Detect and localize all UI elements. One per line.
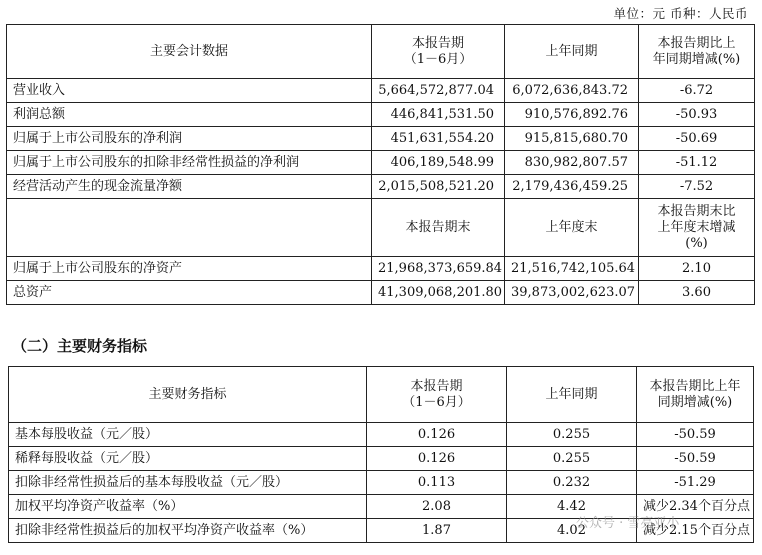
table-row	[7, 103, 755, 127]
table-subheader-row	[7, 199, 755, 257]
row-label: 基本每股收益（元／股）	[9, 423, 367, 447]
watermark: 公众号 · 雪亮亚小	[576, 516, 680, 531]
change-cell: 减少2.34个百分点	[637, 495, 754, 519]
header-line: 本报告期比上	[657, 35, 736, 51]
table-header-row	[9, 367, 754, 423]
header-line: （1－6月）	[402, 394, 471, 410]
value-cell: 2,015,508,521.20	[372, 175, 505, 199]
section-title: （二）主要财务指标	[12, 337, 148, 355]
header-cell: 上年同期	[507, 367, 637, 423]
header-cell: 本报告期末	[372, 199, 505, 257]
row-label: 归属于上市公司股东的扣除非经常性损益的净利润	[7, 151, 372, 175]
change-cell: -51.29	[637, 471, 754, 495]
header-cell	[367, 367, 507, 423]
header-cell: 主要财务指标	[9, 367, 367, 423]
value-cell: 39,873,002,623.07	[505, 281, 639, 305]
header-line: 本报告期末比	[657, 203, 736, 219]
header-cell: 上年同期	[505, 25, 639, 79]
table-row	[9, 423, 754, 447]
row-label: 扣除非经常性损益后的基本每股收益（元／股）	[9, 471, 367, 495]
table-row	[7, 281, 755, 305]
key-accounting-data-table	[6, 24, 755, 305]
value-cell: 4.42	[507, 495, 637, 519]
change-cell: -50.59	[637, 423, 754, 447]
change-cell: -7.52	[639, 175, 755, 199]
value-cell: 0.232	[507, 471, 637, 495]
value-cell: 0.255	[507, 423, 637, 447]
row-label: 加权平均净资产收益率（%）	[9, 495, 367, 519]
table-row	[7, 127, 755, 151]
table-row	[7, 257, 755, 281]
change-cell: -50.93	[639, 103, 755, 127]
table-row	[7, 79, 755, 103]
header-cell: 主要会计数据	[7, 25, 372, 79]
header-line: 年同期增减(%)	[652, 51, 741, 67]
value-cell: 446,841,531.50	[372, 103, 505, 127]
header-cell	[639, 199, 755, 257]
header-line: 上年度末增减	[657, 219, 736, 235]
value-cell: 0.113	[367, 471, 507, 495]
header-cell	[637, 367, 754, 423]
header-cell: 上年度末	[505, 199, 639, 257]
table-row	[7, 175, 755, 199]
value-cell: 0.126	[367, 447, 507, 471]
value-cell: 830,982,807.57	[505, 151, 639, 175]
table-header-row	[7, 25, 755, 79]
row-label: 稀释每股收益（元／股）	[9, 447, 367, 471]
value-cell: 21,516,742,105.64	[505, 257, 639, 281]
row-label: 总资产	[7, 281, 372, 305]
value-cell: 6,072,636,843.72	[505, 79, 639, 103]
value-cell: 21,968,373,659.84	[372, 257, 505, 281]
header-cell	[372, 25, 505, 79]
value-cell: 0.126	[367, 423, 507, 447]
header-cell	[639, 25, 755, 79]
value-cell: 915,815,680.70	[505, 127, 639, 151]
header-line: 本报告期比上年	[649, 378, 741, 394]
header-line: （1－6月）	[403, 51, 473, 67]
header-line: 本报告期	[411, 35, 464, 51]
table-row	[9, 471, 754, 495]
change-cell: -50.59	[637, 447, 754, 471]
value-cell: 910,576,892.76	[505, 103, 639, 127]
currency-unit-note: 单位：元 币种：人民币	[613, 6, 748, 21]
table-row	[7, 151, 755, 175]
change-cell: -51.12	[639, 151, 755, 175]
header-line: 同期增减(%)	[657, 394, 733, 410]
header-line: (%)	[685, 235, 708, 251]
empty-cell	[7, 199, 372, 257]
value-cell: 0.255	[507, 447, 637, 471]
row-label: 经营活动产生的现金流量净额	[7, 175, 372, 199]
value-cell: 5,664,572,877.04	[372, 79, 505, 103]
row-label: 归属于上市公司股东的净利润	[7, 127, 372, 151]
row-label: 利润总额	[7, 103, 372, 127]
row-label: 营业收入	[7, 79, 372, 103]
change-cell: -50.69	[639, 127, 755, 151]
change-cell: 2.10	[639, 257, 755, 281]
header-line: 本报告期	[410, 378, 463, 394]
row-label: 扣除非经常性损益后的加权平均净资产收益率（%）	[9, 519, 367, 543]
value-cell: 451,631,554.20	[372, 127, 505, 151]
value-cell: 4.02	[507, 519, 637, 543]
value-cell: 2,179,436,459.25	[505, 175, 639, 199]
value-cell: 2.08	[367, 495, 507, 519]
value-cell: 1.87	[367, 519, 507, 543]
value-cell: 41,309,068,201.80	[372, 281, 505, 305]
change-cell: 减少2.15个百分点	[637, 519, 754, 543]
table-row	[9, 447, 754, 471]
change-cell: -6.72	[639, 79, 755, 103]
value-cell: 406,189,548.99	[372, 151, 505, 175]
change-cell: 3.60	[639, 281, 755, 305]
row-label: 归属于上市公司股东的净资产	[7, 257, 372, 281]
